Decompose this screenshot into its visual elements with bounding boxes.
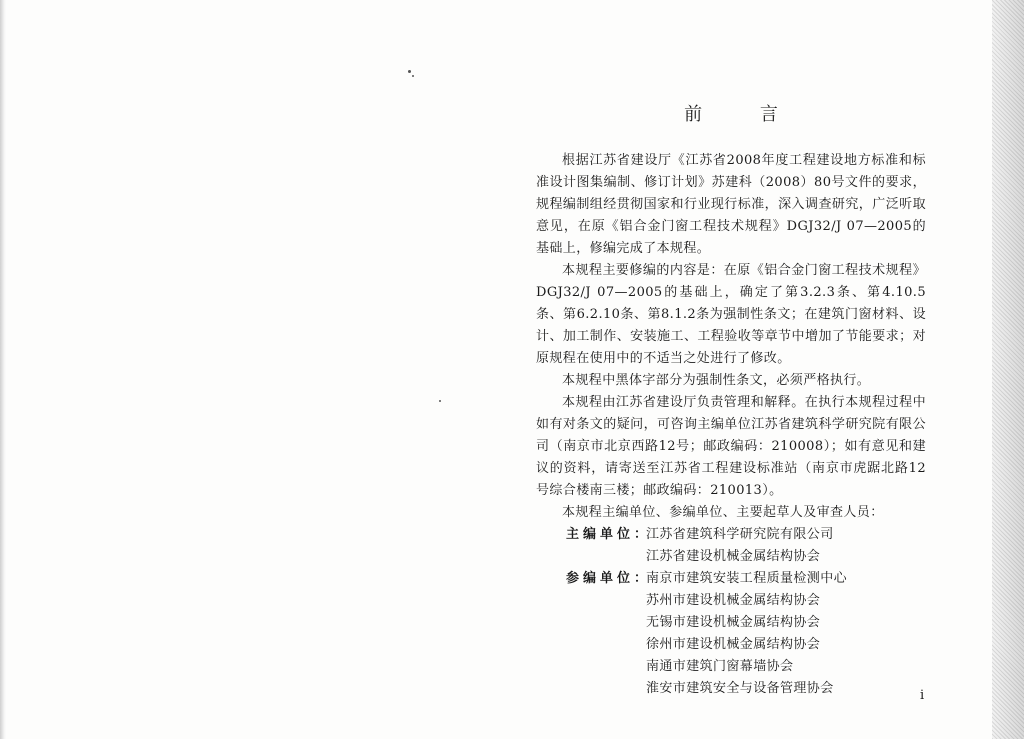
scan-speck: [408, 70, 411, 73]
unit-name: 苏州市建设机械金属结构协会: [646, 593, 821, 608]
units-list: [536, 524, 926, 700]
paragraph: 本规程中黑体字部分为强制性条文，必须严格执行。: [562, 373, 871, 388]
page-left-edge: [0, 0, 6, 739]
unit-name: 南京市建筑安装工程质量检测中心: [646, 571, 848, 586]
page-number: i: [920, 688, 925, 703]
unit-name: 江苏省建筑科学研究院有限公司: [646, 527, 834, 542]
paragraph: 根据江苏省建设厅《江苏省2008年度工程建设地方标准和标准设计图集编制、修订计划》苏建科（2008）80号文件的要求，规程编制组经贯彻国家和行业现行标准，深入调查研究，广泛听取意见，在原《铝合金门窗工程技术规程》DGJ32/J 07—2005的基础上，修编完成了本规程。: [536, 153, 926, 256]
chief-units-row: [536, 524, 926, 568]
unit-name: 徐州市建设机械金属结构协会: [646, 637, 821, 652]
paragraph: 本规程主要修编的内容是：在原《铝合金门窗工程技术规程》DGJ32/J 07—2005的基础上，确定了第3.2.3条、第4.10.5条、第6.2.10条、第8.1.2条为强制性条文；在建筑门窗材料、设计、加工制作、安装施工、工程验收等章节中增加了节能要求；对原规程在使用中的不适当之处进行了修改。: [536, 263, 926, 366]
participant-units-label: 参编单位：: [566, 571, 652, 586]
unit-name: 无锡市建设机械金属结构协会: [646, 615, 821, 630]
preface-content: [536, 100, 926, 700]
unit-name: 淮安市建筑安全与设备管理协会: [646, 681, 834, 696]
unit-name: 南通市建筑门窗幕墙协会: [646, 659, 794, 674]
page-title: 前 言: [684, 104, 804, 125]
scan-speck: [439, 400, 441, 402]
scan-speck: [412, 75, 414, 77]
paragraph: 本规程由江苏省建设厅负责管理和解释。在执行本规程过程中如有对条文的疑问，可咨询主编单位江苏省建筑科学研究院有限公司（南京市北京西路12号；邮政编码：210008）；如有意见和建议的资料，请寄送至江苏省工程建设标准站（南京市虎踞北路12号综合楼南三楼；邮政编码：210013）。: [536, 395, 926, 498]
unit-name: 江苏省建设机械金属结构协会: [646, 549, 821, 564]
participant-units: [646, 568, 926, 700]
paragraph: 本规程主编单位、参编单位、主要起草人及审查人员：: [562, 505, 884, 520]
chief-units-label: 主编单位：: [566, 527, 652, 542]
page-right-edge-shadow: [992, 0, 1024, 739]
chief-units: [646, 524, 926, 568]
participant-units-row: [536, 568, 926, 700]
